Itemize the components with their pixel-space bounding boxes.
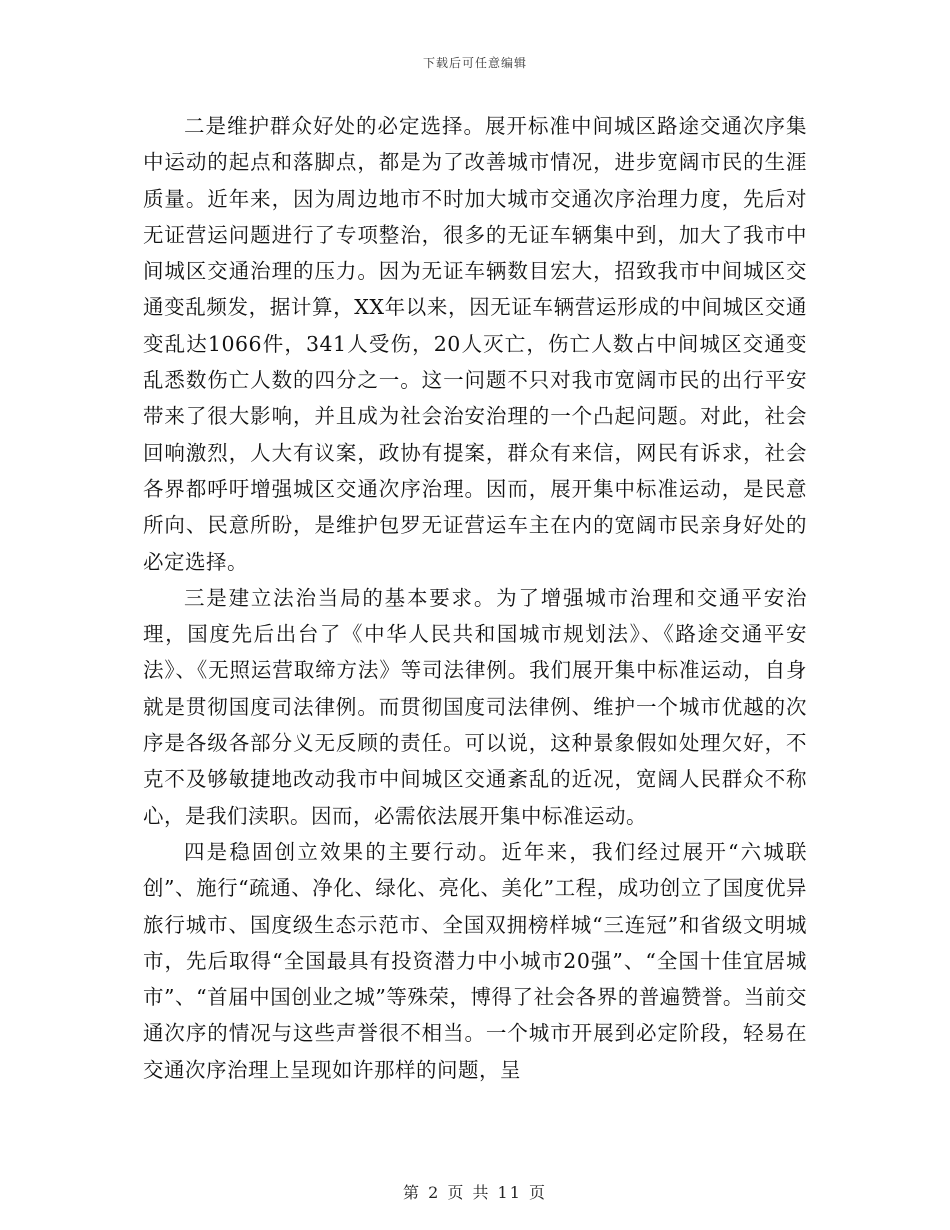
document-body xyxy=(143,108,807,1088)
paragraph-4: 四是稳固创立效果的主要行动。近年来，我们经过展开“六城联创”、施行“疏通、净化、绿化、亮化、美化”工程，成功创立了国度优异旅行城市、国度级生态示范市、全国双拥榜样城“三连冠”和省级文明城市，先后取得“全国最具有投资潜力中小城市20强”、“全国十佳宜居城市”、“首届中国创业之城”等殊荣，博得了社会各界的普遍赞誉。当前交通次序的情况与这些声誉很不相当。一个城市开展到必定阶段，轻易在交通次序治理上呈现如许那样的问题，呈 xyxy=(143,839,807,1082)
page-footer: 第 2 页 共 11 页 xyxy=(403,1183,547,1202)
paragraph-3: 三是建立法治当局的基本要求。为了增强城市治理和交通平安治理，国度先后出台了《中华人民共和国城市规划法》、《路途交通平安法》、《无照运营取缔方法》等司法律例。我们展开集中标准运动，自身就是贯彻国度司法律例。而贯彻国度司法律例、维护一个城市优越的次序是各级各部分义无反顾的责任。可以说，这种景象假如处理欠好，不克不及够敏捷地改动我市中间城区交通紊乱的近况，宽阔人民群众不称心，是我们渎职。因而，必需依法展开集中标准运动。 xyxy=(143,585,807,828)
page-header: 下载后可任意编辑 xyxy=(422,56,527,70)
paragraph-2: 二是维护群众好处的必定选择。展开标准中间城区路途交通次序集中运动的起点和落脚点，都是为了改善城市情况，进步宽阔市民的生涯质量。近年来，因为周边地市不时加大城市交通次序治理力度，先后对无证营运问题进行了专项整治，很多的无证车辆集中到，加大了我市中间城区交通治理的压力。因为无证车辆数目宏大，招致我市中间城区交通变乱频发，据计算，XX年以来，因无证车辆营运形成的中间城区交通变乱达1066件，341人受伤，20人灭亡，伤亡人数占中间城区交通变乱悉数伤亡人数的四分之一。这一问题不只对我市宽阔市民的出行平安带来了很大影响，并且成为社会治安治理的一个凸起问题。对此，社会回响激烈，人大有议案，政协有提案，群众有来信，网民有诉求，社会各界都呼吁增强城区交通次序治理。因而，展开集中标准运动，是民意所向、民意所盼，是维护包罗无证营运车主在内的宽阔市民亲身好处的必定选择。 xyxy=(143,114,807,574)
